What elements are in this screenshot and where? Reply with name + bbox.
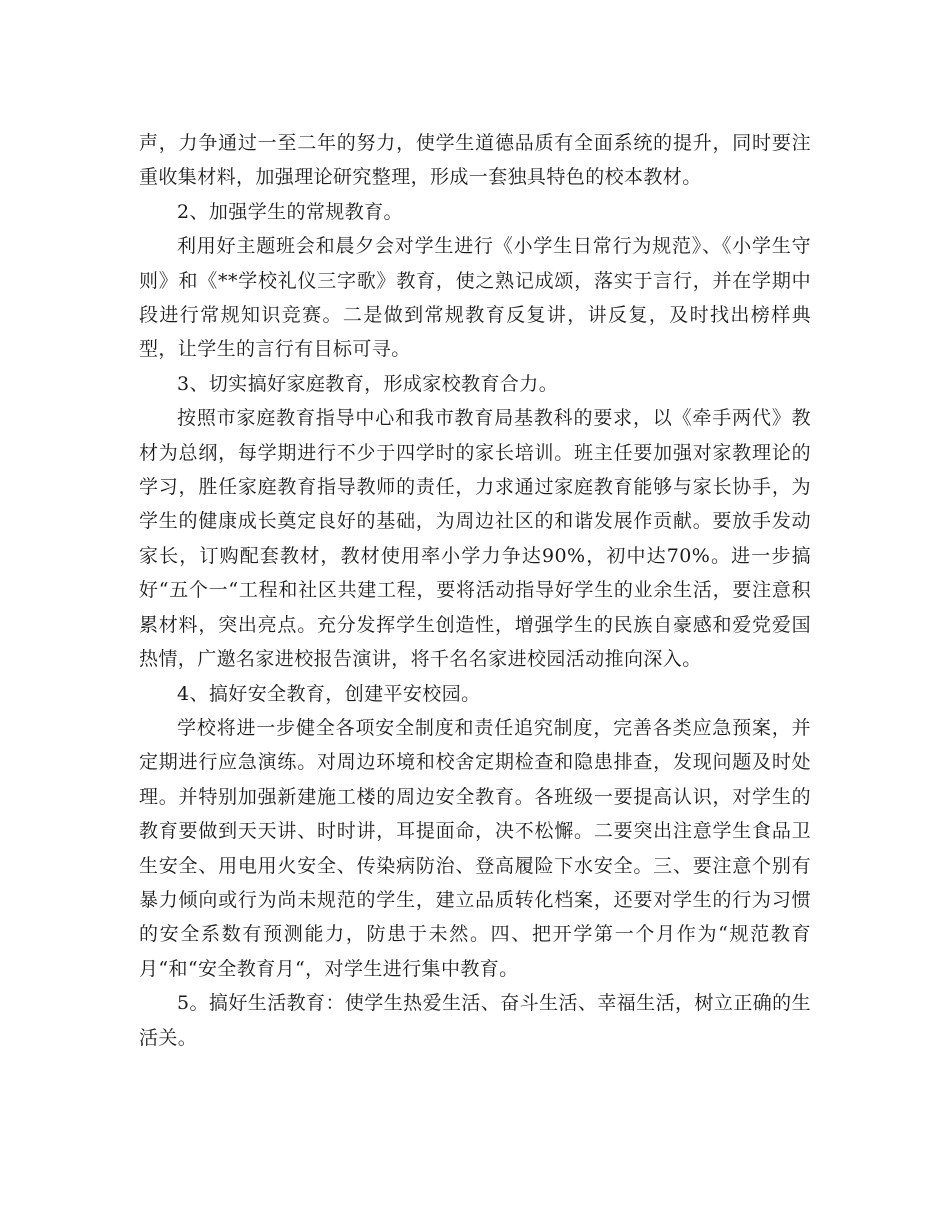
- paragraph-life-education: 5。搞好生活教育：使学生热爱生活、奋斗生活、幸福生活，树立正确的生活关。: [139, 992, 811, 1049]
- document-body: [139, 126, 811, 1055]
- paragraph-routine-education: 利用好主题班会和晨夕会对学生进行《小学生日常行为规范》、《小学生守则》和《**学校礼仪三字歌》教育，使之熟记成颂，落实于言行，并在学期中段进行常规知识竞赛。二是做到常规教育反复讲，讲反复，及时找出榜样典型，让学生的言行有目标可寻。: [139, 235, 811, 361]
- paragraph-safety-education: 学校将进一步健全各项安全制度和责任追究制度，完善各类应急预案，并定期进行应急演练。对周边环境和校舍定期检查和隐患排查，发现问题及时处理。并特别加强新建施工楼的周边安全教育。各班级一要提高认识，对学生的教育要做到天天讲、时时讲，耳提面命，决不松懈。二要突出注意学生食品卫生安全、用电用火安全、传染病防治、登高履险下水安全。三、要注意个别有暴力倾向或行为尚未规范的学生，建立品质转化档案，还要对学生的行为习惯的安全系数有预测能力，防患于未然。四、把开学第一个月作为“规范教育月“和“安全教育月“，对学生进行集中教育。: [139, 716, 811, 980]
- section-heading-3: 3、切实搞好家庭教育，形成家校教育合力。: [177, 372, 559, 395]
- section-heading-4: 4、搞好安全教育，创建平安校园。: [177, 682, 481, 705]
- paragraph-continuation: 声，力争通过一至二年的努力，使学生道德品质有全面系统的提升，同时要注重收集材料，加强理论研究整理，形成一套独具特色的校本教材。: [139, 132, 811, 189]
- paragraph-family-education: 按照市家庭教育指导中心和我市教育局基教科的要求，以《牵手两代》教材为总纲，每学期进行不少于四学时的家长培训。班主任要加强对家教理论的学习，胜任家庭教育指导教师的责任，力求通过家庭教育能够与家长协手，为学生的健康成长奠定良好的基础，为周边社区的和谐发展作贡献。要放手发动家长，订购配套教材，教材使用率小学力争达90%，初中达70%。进一步搞好“五个一“工程和社区共建工程，要将活动指导好学生的业余生活，要注意积累材料，突出亮点。充分发挥学生创造性，增强学生的民族自豪感和爱党爱国热情，广邀名家进校报告演讲，将千名名家进校园活动推向深入。: [139, 407, 811, 671]
- section-heading-2: 2、加强学生的常规教育。: [177, 200, 403, 223]
